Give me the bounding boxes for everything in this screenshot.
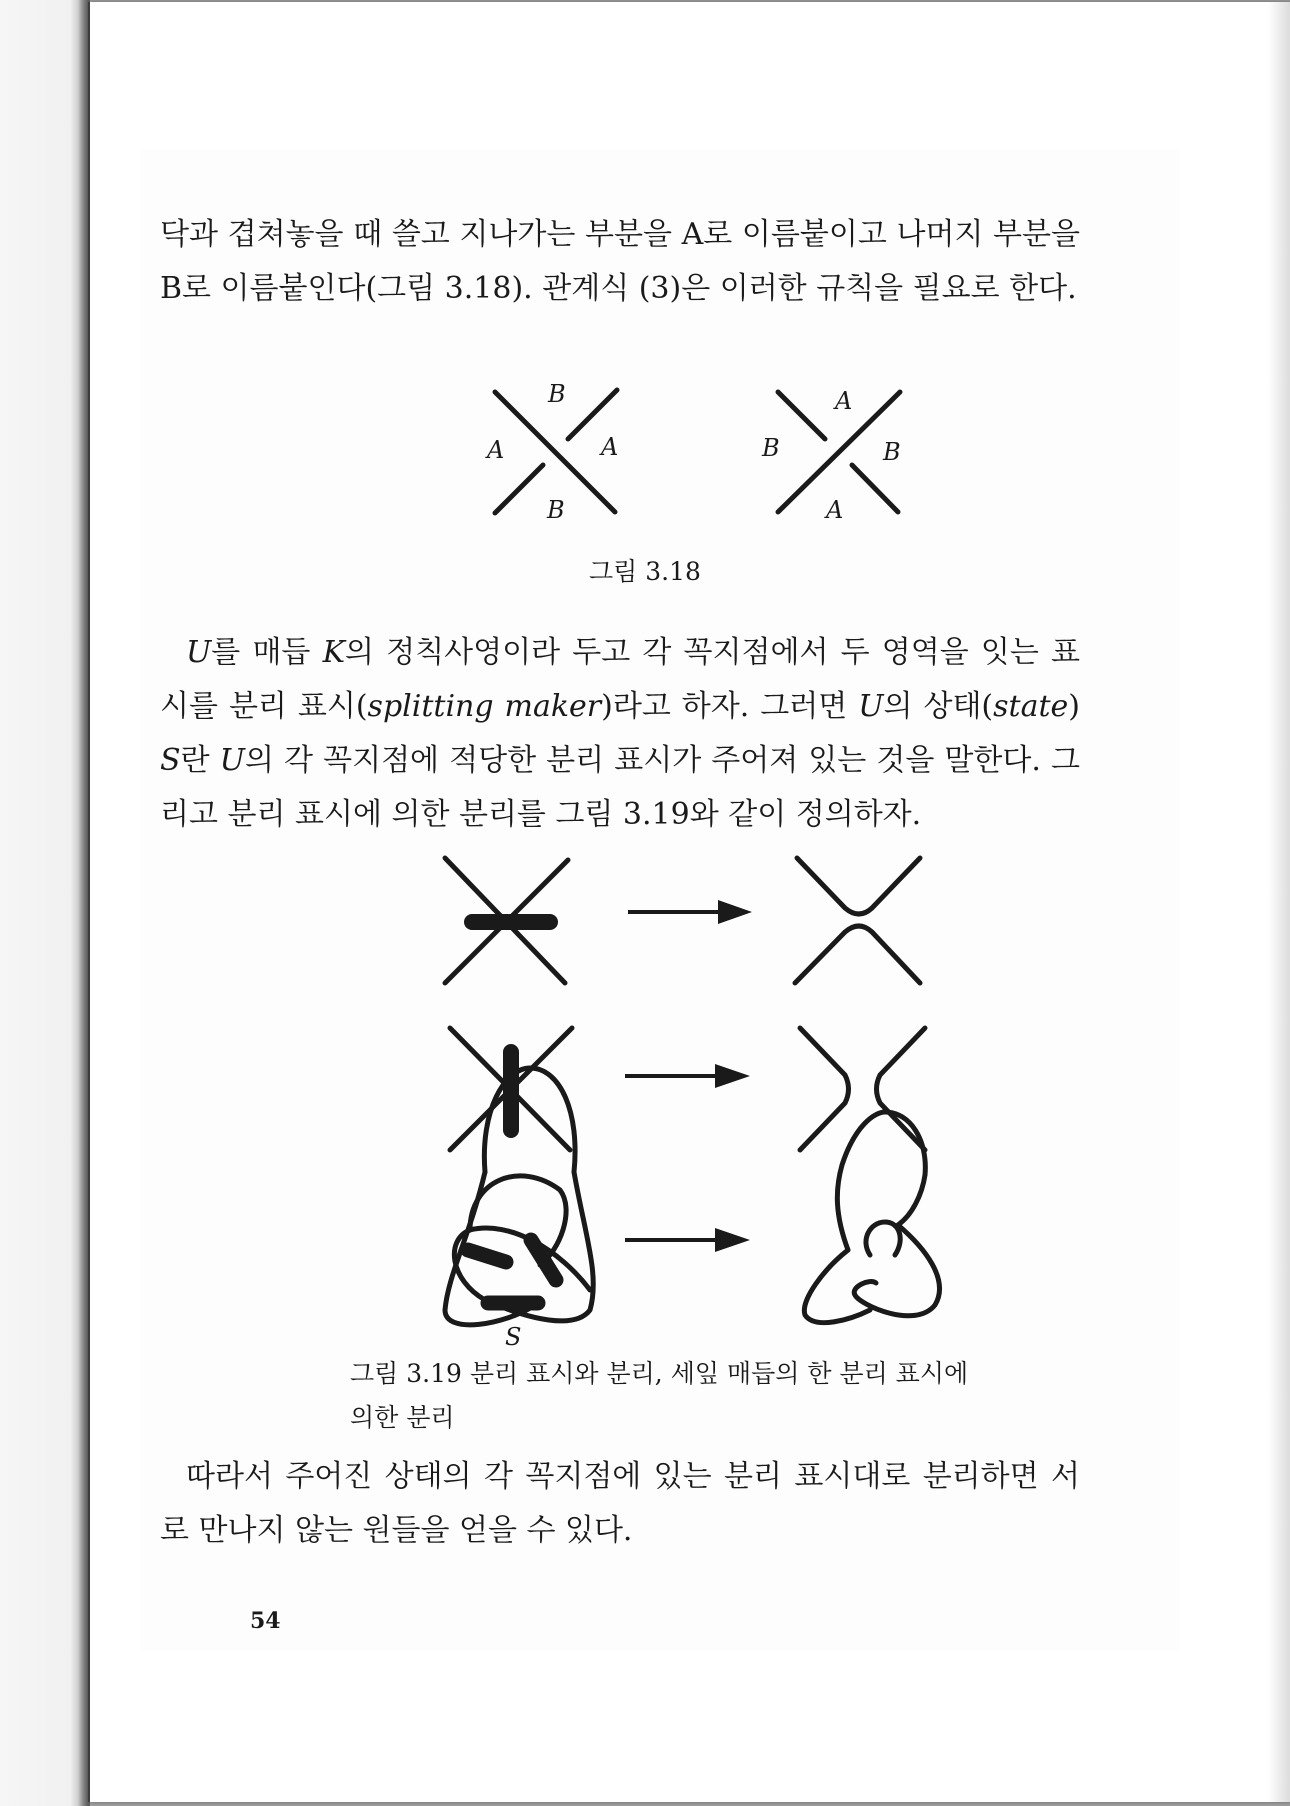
crossing-right-under-strand-b: [852, 465, 898, 512]
figure-3-19-caption-line2: 의한 분리: [350, 1403, 455, 1432]
trefoil-diagram: [445, 1068, 593, 1325]
figure-3-19-caption-line1: 그림 3.19 분리 표시와 분리, 세잎 매듭의 한 분리 표시에: [350, 1359, 969, 1388]
row1-result-upper: [797, 858, 920, 914]
paragraph-2: U를 매듭 K의 정칙사영이라 두고 각 꼭지점에서 두 영역을 잇는 표시를 분리 표시(splitting maker)라고 하자. 그러면 U의 상태(state) S란 U의 각 꼭지점에 적당한 분리 표시가 주어져 있는 것을 말한다. 그리고 분리 표시에 의한 분리를 그림 3.19와 같이 정의하자.: [160, 635, 1080, 832]
row2-arrow: [625, 1064, 750, 1088]
figure-3-19-caption: [350, 1352, 1070, 1440]
paragraph-3: 따라서 주어진 상태의 각 꼭지점에 있는 분리 표시대로 분리하면 서로 만나지 않는 원들을 얻을 수 있다.: [160, 1459, 1080, 1548]
label-left-left: A: [487, 436, 505, 464]
paragraph-1: 닥과 겹쳐놓을 때 쓸고 지나가는 부분을 A로 이름붙이고 나머지 부분을 B로 이름붙인다(그림 3.18). 관계식 (3)은 이러한 규칙을 필요로 한다.: [160, 217, 1080, 306]
row3-arrow: [625, 1228, 750, 1252]
page-number: 54: [250, 1608, 281, 1634]
label-left-bottom: B: [547, 496, 565, 524]
label-right-left: B: [762, 434, 780, 462]
crossing-right-under-strand-a: [778, 392, 825, 439]
row1-arrow: [628, 900, 752, 924]
figure-3-18-caption: 그림 3.18: [589, 557, 701, 586]
state-label: S: [505, 1323, 522, 1351]
row1-result-lower: [795, 926, 920, 983]
crossing-left-under-strand-b: [495, 465, 543, 513]
trefoil-splitting-markers: [468, 1240, 556, 1303]
label-right-top: A: [835, 387, 853, 415]
label-left-top: B: [548, 380, 566, 408]
row2-result-left: [800, 1028, 849, 1150]
label-right-right: B: [883, 438, 901, 466]
trefoil-split-result: [804, 1112, 939, 1323]
crossing-left-under-strand-a: [568, 390, 617, 439]
label-right-bottom: A: [826, 496, 844, 524]
label-left-right: A: [601, 433, 619, 461]
